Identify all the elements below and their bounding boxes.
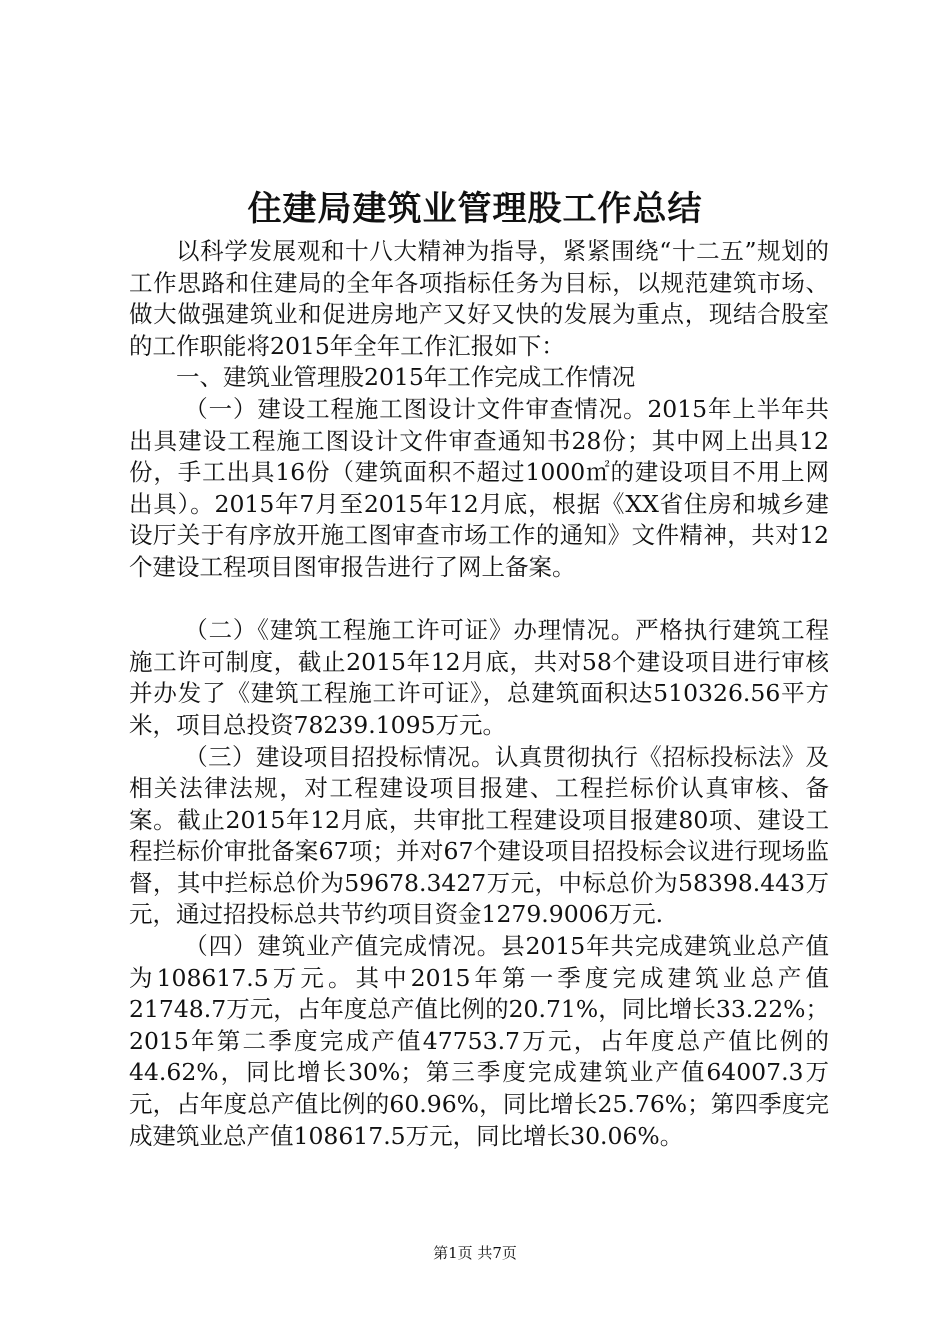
section-heading: 一、建筑业管理股2015年工作完成工作情况: [176, 363, 636, 392]
page-number-footer: 第1页 共7页: [433, 1244, 517, 1262]
paragraph-bidding: （三）建设项目招投标情况。认真贯彻执行《招标投标法》及相关法律法规，对工程建设项目报建、工程拦标价认真审核、备案。截止2015年12月底，共审批工程建设项目报建80项、建设工程拦标价审批备案67项；并对67个建设项目招投标会议进行现场监督，其中拦标总价为59678.3427万元，中标总价为58398.443万元，通过招投标总共节约项目资金1279.9006万元.: [129, 742, 829, 929]
paragraph-drawing-review: （一）建设工程施工图设计文件审查情况。2015年上半年共出具建设工程施工图设计文件审查通知书28份；其中网上出具12份，手工出具16份（建筑面积不超过1000㎡的建设项目不用上网出具）。2015年7月至2015年12月底，根据《XX省住房和城乡建设厅关于有序放开施工图审查市场工作的通知》文件精神，共对12个建设工程项目图审报告进行了网上备案。: [129, 394, 829, 581]
paragraph-spacer: [129, 584, 829, 616]
intro-paragraph: 以科学发展观和十八大精神为指导，紧紧围绕“十二五”规划的工作思路和住建局的全年各项指标任务为目标，以规范建筑市场、做大做强建筑业和促进房地产又好又快的发展为重点，现结合股室的工作职能将2015年全年工作汇报如下：: [129, 237, 829, 360]
document-title: 住建局建筑业管理股工作总结: [247, 189, 703, 229]
paragraph-construction-permit: （二）《建筑工程施工许可证》办理情况。严格执行建筑工程施工许可制度，截止2015年12月底，共对58个建设项目进行审核并办发了《建筑工程施工许可证》，总建筑面积达510326.56平方米，项目总投资78239.1095万元。: [129, 616, 829, 739]
document-body: [129, 236, 829, 1152]
paragraph-output-value: （四）建筑业产值完成情况。县2015年共完成建筑业总产值为108617.5万元。其中2015年第一季度完成建筑业总产值21748.7万元，占年度总产值比例的20.71%，同比增长33.22%；2015年第二季度完成产值47753.7万元，占年度总产值比例的44.62%，同比增长30%；第三季度完成建筑业产值64007.3万元，占年度总产值比例的60.96%，同比增长25.76%；第四季度完成建筑业总产值108617.5万元，同比增长30.06%。: [129, 932, 829, 1150]
